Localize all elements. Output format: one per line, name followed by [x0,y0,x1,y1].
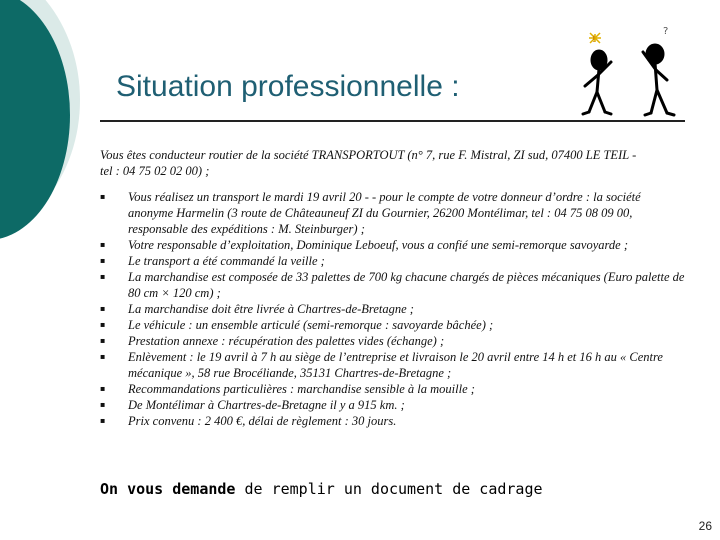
list-item-text: Vous réalisez un transport le mardi 19 avril 20 - - pour le compte de votre donneur d’ordre : la société anonyme Harmelin (3 route de Châteauneuf ZI du Gournier, 26200 Montélimar, tel : 04 75 08 09 00, responsable des expéditions : M. Steinburger) ; [128,190,641,236]
bullet-marker-icon: ▪ [100,352,106,361]
bullet-list [100,189,700,429]
list-item-text: Votre responsable d’exploitation, Dominique Leboeuf, vous a confié une semi-remorque savoyarde ; [128,238,629,252]
exclamation-mark: ! [592,35,596,45]
list-item [100,301,688,317]
bullet-marker-icon: ▪ [100,320,106,329]
list-item-text: Enlèvement : le 19 avril à 7 h au siège de l’entreprise et livraison le 20 avril entre 14 h et 16 h au « Centre mécanique », 58 rue Brocéliande, 35131 Chartres-de-Bretagne ; [128,350,663,380]
bullet-marker-icon: ▪ [100,384,106,393]
list-item-text: La marchandise est composée de 33 palettes de 700 kg chacune chargés de pièces mécaniques (Euro palette de 80 cm × 120 cm) ; [128,270,685,300]
bullet-marker-icon: ▪ [100,336,106,345]
list-item [100,381,688,397]
slide-title: Situation professionnelle : [116,70,460,103]
bullet-marker-icon: ▪ [100,304,106,313]
list-item [100,413,688,429]
list-item [100,349,688,381]
list-item [100,237,688,253]
task-statement-rest: de remplir un document de cadrage [235,480,543,498]
intro-paragraph: Vous êtes conducteur routier de la société TRANSPORTOUT (n° 7, rue F. Mistral, ZI sud, 07400 LE TEIL - tel : 04 75 02 02 00) ; [100,148,637,178]
thinking-figures-illustration [575,20,685,120]
bullet-marker-icon: ▪ [100,416,106,425]
list-item [100,189,688,237]
bullet-marker-icon: ▪ [100,400,106,409]
list-item-text: Recommandations particulières : marchandise sensible à la mouille ; [128,382,475,396]
task-statement [100,480,543,498]
list-item-text: Prix convenu : 2 400 €, délai de règlement : 30 jours. [128,414,397,428]
question-mark: ? [663,26,669,37]
list-item-text: Prestation annexe : récupération des palettes vides (échange) ; [128,334,445,348]
bullet-marker-icon: ▪ [100,192,106,201]
list-item [100,317,688,333]
list-item [100,333,688,349]
list-item-text: La marchandise doit être livrée à Chartres-de-Bretagne ; [128,302,414,316]
list-item [100,397,688,413]
list-item [100,269,688,301]
title-divider [100,120,685,122]
task-statement-strong: On vous demande [100,480,236,498]
bullet-marker-icon: ▪ [100,256,106,265]
idea-figure-icon [583,51,611,114]
list-item-text: De Montélimar à Chartres-de-Bretagne il y a 915 km. ; [128,398,405,412]
bullet-marker-icon: ▪ [100,240,106,249]
content-body [100,147,700,429]
list-item-text: Le transport a été commandé la veille ; [128,254,325,268]
page-number: 26 [698,519,712,533]
bullet-marker-icon: ▪ [100,272,106,281]
questioning-figure-icon [643,45,674,115]
list-item-text: Le véhicule : un ensemble articulé (semi-remorque : savoyarde bâchée) ; [128,318,494,332]
list-item [100,253,688,269]
